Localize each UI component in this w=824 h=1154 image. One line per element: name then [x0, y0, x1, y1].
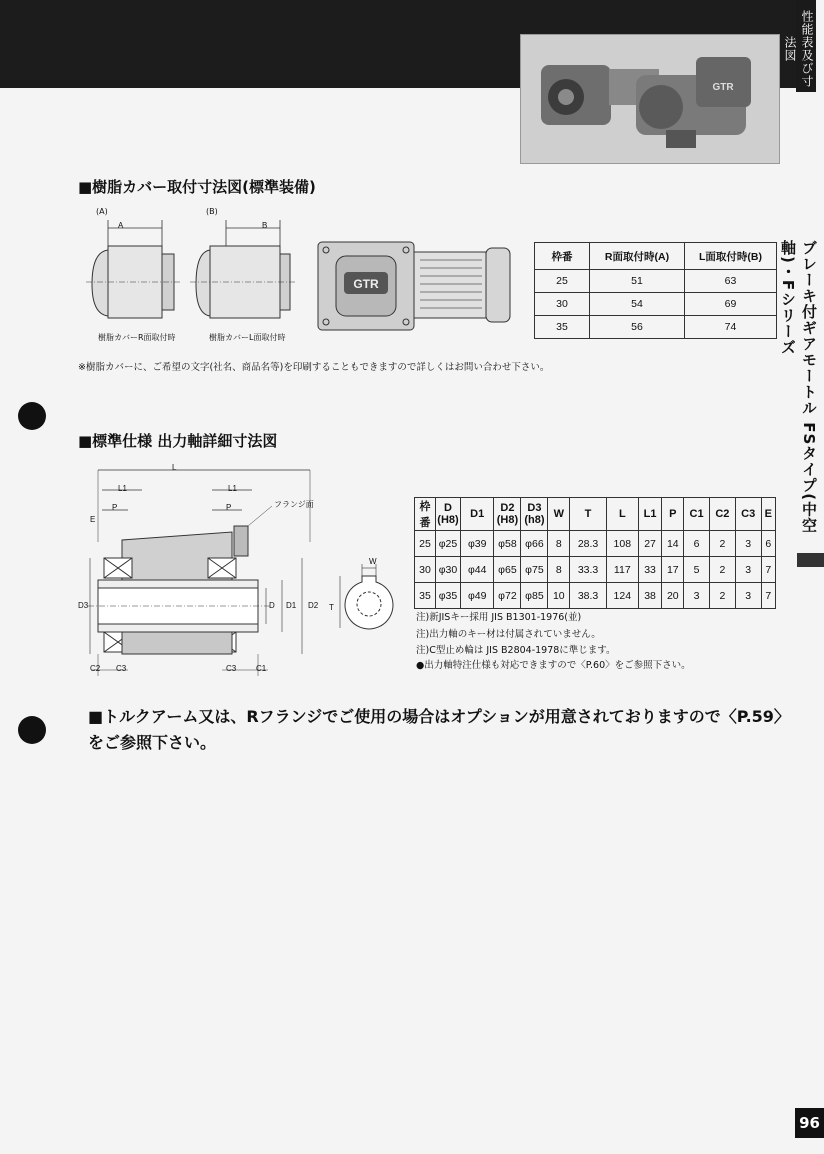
dim-D3: D3 — [78, 601, 89, 610]
t2-cell: 30 — [415, 557, 436, 583]
output-shaft-drawing — [82, 462, 328, 682]
t1-header: 枠番 — [535, 243, 590, 270]
cover-logo: GTR — [353, 277, 379, 291]
t1-cell: 51 — [590, 270, 685, 293]
dim-W: W — [369, 557, 377, 566]
t1-header: R面取付時(A) — [590, 243, 685, 270]
t2-cell: φ75 — [521, 557, 548, 583]
t2-header: W — [548, 498, 570, 531]
t2-cell: φ35 — [436, 583, 461, 609]
t2-cell: φ85 — [521, 583, 548, 609]
t2-header: D2 (H8) — [494, 498, 521, 531]
table-row — [535, 293, 777, 316]
dim-L: L — [172, 463, 177, 472]
option-note — [88, 704, 788, 756]
dim-a: A — [118, 221, 124, 230]
label-a: (A) — [96, 207, 108, 216]
t2-cell: 8 — [548, 531, 570, 557]
option-note-line2: をご参照下さい。 — [88, 733, 217, 752]
cover-print-note: ※樹脂カバーに、ご希望の文字(社名、商品名等)を印刷することもできますので詳しくはお問い合わせ下さい。 — [78, 362, 550, 373]
t1-header: L面取付時(B) — [685, 243, 777, 270]
t1-cell: 74 — [685, 316, 777, 339]
caption-b: 樹脂カバーL面取付時 — [209, 333, 286, 342]
table-row — [415, 531, 776, 557]
t2-cell: 28.3 — [570, 531, 607, 557]
dim-P-left: P — [112, 503, 118, 512]
dim-C3-left: C3 — [116, 664, 127, 673]
dim-b: B — [262, 221, 268, 230]
t1-cell: 54 — [590, 293, 685, 316]
cover-dimension-table — [534, 242, 777, 339]
dim-L1-left: L1 — [118, 484, 127, 493]
t2-header: E — [761, 498, 775, 531]
t2-cell: 117 — [606, 557, 638, 583]
section1-title: ■樹脂カバー取付寸法図(標準装備) — [78, 178, 316, 196]
table-row — [535, 270, 777, 293]
side-marker — [797, 553, 824, 567]
t2-cell: 33 — [638, 557, 662, 583]
label-b: (B) — [206, 207, 218, 216]
section-tab: 性能表及び寸法図 — [796, 0, 816, 92]
t2-cell: 27 — [638, 531, 662, 557]
t2-cell: 35 — [415, 583, 436, 609]
table-row — [415, 557, 776, 583]
t2-header: T — [570, 498, 607, 531]
t1-cell: 35 — [535, 316, 590, 339]
t2-cell: φ44 — [461, 557, 494, 583]
t2-header: D (H8) — [436, 498, 461, 531]
shaft-dimension-table — [414, 497, 776, 609]
t2-cell: 38.3 — [570, 583, 607, 609]
keyway-section-drawing — [336, 562, 406, 632]
t2-cell: 6 — [761, 531, 775, 557]
t2-cell: 3 — [735, 557, 761, 583]
photo-logo: GTR — [712, 82, 734, 93]
t2-header: D3 (h8) — [521, 498, 548, 531]
flange-label: フランジ面 — [274, 500, 314, 509]
side-title: ブレーキ付ギアモートル FSタイプ(中空軸)・Fシリーズ — [779, 240, 818, 534]
shaft-note-4: ●出力軸特注仕様も対応できますので〈P.60〉をご参照下さい。 — [416, 660, 691, 671]
t2-cell: 2 — [709, 557, 735, 583]
binder-hole — [18, 402, 46, 430]
dim-C2: C2 — [90, 664, 101, 673]
t2-cell: 108 — [606, 531, 638, 557]
shaft-note-3: 注)C型止め輪は JIS B2804-1978に準じます。 — [416, 645, 616, 656]
table-row — [415, 583, 776, 609]
t2-header: L — [606, 498, 638, 531]
t2-cell: 3 — [735, 583, 761, 609]
t2-cell: 7 — [761, 583, 775, 609]
dim-E: E — [90, 515, 96, 524]
t2-cell: 7 — [761, 557, 775, 583]
dim-T: T — [329, 603, 334, 612]
t2-cell: 10 — [548, 583, 570, 609]
dim-L1-right: L1 — [228, 484, 237, 493]
t2-cell: φ72 — [494, 583, 521, 609]
t2-header: C3 — [735, 498, 761, 531]
dim-D2: D2 — [308, 601, 319, 610]
t2-cell: 8 — [548, 557, 570, 583]
t2-cell: 2 — [709, 531, 735, 557]
t2-cell: φ66 — [521, 531, 548, 557]
t2-header: C2 — [709, 498, 735, 531]
t2-cell: 20 — [662, 583, 684, 609]
section2-title: ■標準仕様 出力軸詳細寸法図 — [78, 432, 278, 450]
resin-cover-drawing — [86, 214, 296, 332]
t2-header: C1 — [684, 498, 710, 531]
binder-hole — [18, 716, 46, 744]
table-row — [535, 316, 777, 339]
dim-C1: C1 — [256, 664, 267, 673]
dim-C3-right: C3 — [226, 664, 237, 673]
dim-P-right: P — [226, 503, 232, 512]
page-number: 96 — [795, 1108, 824, 1138]
t2-header: P — [662, 498, 684, 531]
t2-cell: 25 — [415, 531, 436, 557]
t2-header: L1 — [638, 498, 662, 531]
t2-cell: 33.3 — [570, 557, 607, 583]
t2-cell: 3 — [684, 583, 710, 609]
t2-cell: 124 — [606, 583, 638, 609]
shaft-note-1: 注)新JISキー採用 JIS B1301-1976(並) — [416, 612, 582, 623]
dim-D: D — [269, 601, 275, 610]
t2-cell: 2 — [709, 583, 735, 609]
t2-cell: φ58 — [494, 531, 521, 557]
motor-front-view — [316, 238, 516, 334]
t2-cell: 14 — [662, 531, 684, 557]
t2-cell: 5 — [684, 557, 710, 583]
t2-cell: φ65 — [494, 557, 521, 583]
t2-cell: 17 — [662, 557, 684, 583]
t2-header: 枠番 — [415, 498, 436, 531]
t1-cell: 63 — [685, 270, 777, 293]
t1-cell: 69 — [685, 293, 777, 316]
t2-cell: φ25 — [436, 531, 461, 557]
t2-cell: φ39 — [461, 531, 494, 557]
t2-cell: φ49 — [461, 583, 494, 609]
shaft-note-2: 注)出力軸のキー材は付属されていません。 — [416, 629, 601, 640]
option-note-line1: ■トルクアーム又は、Rフランジでご使用の場合はオプションが用意されておりますので〈P.59〉 — [88, 707, 790, 726]
caption-a: 樹脂カバーR面取付時 — [98, 333, 176, 342]
t1-cell: 56 — [590, 316, 685, 339]
product-photo — [520, 34, 780, 164]
t1-cell: 30 — [535, 293, 590, 316]
t2-cell: φ30 — [436, 557, 461, 583]
dim-D1: D1 — [286, 601, 297, 610]
t1-cell: 25 — [535, 270, 590, 293]
t2-cell: 6 — [684, 531, 710, 557]
t2-cell: 38 — [638, 583, 662, 609]
t2-header: D1 — [461, 498, 494, 531]
t2-cell: 3 — [735, 531, 761, 557]
